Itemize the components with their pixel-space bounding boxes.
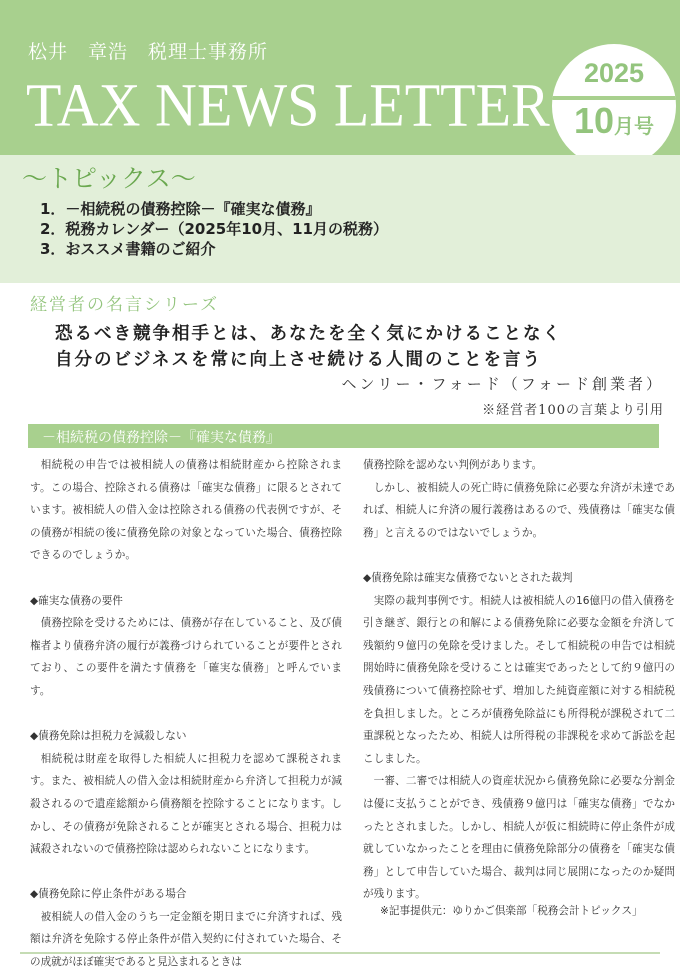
topic-item: 3．おススメ書籍のご紹介 xyxy=(40,240,216,258)
article-paragraph: 相続税は財産を取得した相続人に担税力を認めて課税されます。また、被相続人の借入金は相続財産から弁済して担税力が減殺されるので遺産総額から債務額を控除することになります。しかし、その債務が免除されることが確実とされる場合、担税力は減殺されないので債務控除は認められないことになります。 xyxy=(30,752,342,856)
newsletter-header xyxy=(0,0,680,155)
article-section-header xyxy=(28,424,659,448)
issue-month-suffix: 月号 xyxy=(614,116,655,138)
article-right-column xyxy=(363,454,675,906)
article-subheading: ◆確実な債務の要件 xyxy=(30,594,123,607)
topics-title: ～トピックス～ xyxy=(22,164,196,193)
issue-month-number: 10 xyxy=(573,100,615,141)
issue-month xyxy=(552,100,676,142)
quote-line: 自分のビジネスを常に向上させ続ける人間のことを言う xyxy=(55,350,542,370)
issue-year: 2025 xyxy=(583,58,645,88)
article-paragraph: 債務控除を認めない判例があります。 xyxy=(363,459,543,471)
article-title: －相続税の債務控除－『確実な債務』 xyxy=(42,430,280,446)
quote-author: ヘンリー・フォード（フォード創業者） xyxy=(341,375,664,393)
quote-line: 恐るべき競争相手とは、あなたを全く気にかけることなく xyxy=(55,324,562,344)
quote-series-title: 経営者の名言シリーズ xyxy=(30,295,220,315)
topic-item: 2．税務カレンダー（2025年10月、11月の税務） xyxy=(40,220,388,238)
article-paragraph: 債務控除を受けるためには、債務が存在していること、及び債権者より債務弁済の履行が義務づけられていることが要件とされており、この要件を満たす債務を「確実な債務」と呼んでいます。 xyxy=(30,617,342,697)
article-subheading: ◆債務免除は担税力を減殺しない xyxy=(30,730,187,743)
newsletter-title: TAX NEWS LETTER xyxy=(26,71,550,140)
article-paragraph: 一審、二審では相続人の資産状況から債務免除に必要な分割金は優に支払うことができ、残債務９億円は「確実な債務」でなかったとされました。しかし、相続人が仮に相続時に停止条件が成就していなかったことを理由に債務免除部分の債務を「確実な債務」として申告していた場合、裁判は同じ展開になったのか疑問が残ります。 xyxy=(363,775,675,901)
footer-divider xyxy=(20,952,660,954)
office-name: 松井 章浩 税理士事務所 xyxy=(28,41,269,63)
article-paragraph: 相続税の申告では被相続人の債務は相続財産から控除されます。この場合、控除される債務は「確実な債務」に限るとされています。被相続人の借入金は控除される債務の代表例ですが、その債務が相続の後に債務免除の対象となっていた場合、債務控除できるのでしょうか。 xyxy=(30,459,342,562)
topics-box xyxy=(0,155,680,283)
article-left-column xyxy=(30,454,342,974)
article-paragraph: しかし、被相続人の死亡時に債務免除に必要な弁済が未達であれば、相続人に弁済の履行義務はあるので、残債務は「確実な債務」と言えるのではないでしょうか。 xyxy=(363,481,675,539)
article-paragraph: 実際の裁判事例です。相続人は被相続人の16億円の借入債務を引き継ぎ、銀行との和解による債務免除に必要な金額を弁済して残額約９億円の免除を受けました。そして相続税の申告では相続開始時に債務免除を受けることは確実であったとして約９億円の残債務について債務控除せず、増加した純資産額に対する相続税を負担しました。ところが債務免除益にも所得税が課税されて二重課税となったため、相続人は所得税の非課税を求めて訴訟を起こしました。 xyxy=(363,594,675,765)
article-credit: ※記事提供元：ゆりかご倶楽部「税務会計トピックス」 xyxy=(380,905,643,917)
issue-badge xyxy=(552,44,676,168)
article-subheading: ◆債務免除に停止条件がある場合 xyxy=(30,888,187,901)
topics-list xyxy=(40,199,388,259)
article-paragraph: 被相続人の借入金のうち一定金額を期日までに弁済すれば、残額は弁済を免除する停止条件が借入契約に付されていた場合、その成就がほぼ確実であると見込まれるときは xyxy=(30,910,342,969)
quote-source: ※経営者100の言葉より引用 xyxy=(482,403,664,418)
article-subheading: ◆債務免除は確実な債務でないとされた裁判 xyxy=(363,571,573,584)
topic-item: 1．－相続税の債務控除－『確実な債務』 xyxy=(40,200,321,218)
